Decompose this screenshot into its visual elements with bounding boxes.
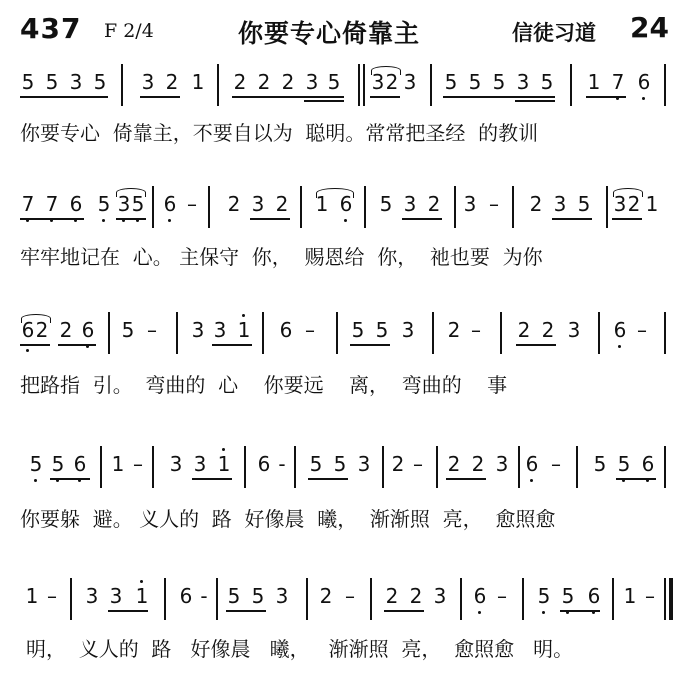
lyrics-line: 把路指 引。 弯曲的 心 你要远 离， 弯曲的 事 <box>20 373 508 397</box>
barline <box>598 312 600 354</box>
note: – <box>471 318 481 342</box>
music-system-3 <box>0 306 700 397</box>
note: 3 <box>169 452 183 476</box>
note: – <box>345 584 355 608</box>
note: – <box>47 584 57 608</box>
note: 6 <box>338 192 354 216</box>
note: 5 <box>130 192 146 216</box>
note: 5 <box>21 70 35 94</box>
note: 6 <box>68 192 84 216</box>
notation-line <box>0 58 700 112</box>
note: 1 <box>236 318 252 342</box>
note: 5 <box>577 192 591 216</box>
barline <box>176 312 178 354</box>
barline <box>522 578 524 620</box>
note: 6 <box>162 192 178 216</box>
note: 2 <box>517 318 531 342</box>
note: – <box>551 452 561 476</box>
barline <box>430 64 432 106</box>
note: 2 <box>385 70 399 94</box>
note: 3 <box>433 584 447 608</box>
barline <box>664 446 666 488</box>
note: – <box>305 318 315 342</box>
note: – <box>489 192 499 216</box>
note: 3 <box>141 70 155 94</box>
barline <box>454 186 456 228</box>
note: 6 <box>72 452 88 476</box>
note: 3 <box>69 70 83 94</box>
hymn-number: 437 <box>20 12 82 45</box>
note: – <box>497 584 507 608</box>
note: 2 <box>529 192 543 216</box>
barline <box>306 578 308 620</box>
note: 5 <box>93 70 107 94</box>
note: 2 <box>257 70 271 94</box>
note: 5 <box>121 318 135 342</box>
note: 2 <box>35 318 49 342</box>
note: 1 <box>623 584 637 608</box>
note: 5 <box>379 192 393 216</box>
note: 3 <box>275 584 289 608</box>
hymnal-name: 信徒习道 <box>512 21 596 45</box>
barline <box>300 186 302 228</box>
key-signature: F 2/4 <box>104 20 154 42</box>
note: 2 <box>275 192 289 216</box>
note: 5 <box>560 584 576 608</box>
note: 6 <box>179 584 193 608</box>
note: 2 <box>391 452 405 476</box>
lyrics-line: 明， 义人的 路 好像晨 曦， 渐渐照 亮， 愈照愈 明。 <box>26 637 574 661</box>
note: 2 <box>227 192 241 216</box>
note: 5 <box>50 452 66 476</box>
note: 5 <box>593 452 607 476</box>
note: 6 <box>524 452 540 476</box>
barline <box>518 446 520 488</box>
barline <box>364 186 366 228</box>
note: – <box>187 192 197 216</box>
note: 2 <box>319 584 333 608</box>
note: 5 <box>327 70 341 94</box>
barline <box>436 446 438 488</box>
note: 2 <box>59 318 73 342</box>
music-system-2 <box>0 180 700 269</box>
note: 5 <box>333 452 347 476</box>
note: 7 <box>610 70 626 94</box>
note: 3 <box>305 70 319 94</box>
barline <box>512 186 514 228</box>
note: 3 <box>357 452 371 476</box>
note: 5 <box>375 318 389 342</box>
barline <box>500 312 502 354</box>
final-barline <box>669 578 673 620</box>
notation-line <box>0 306 700 360</box>
barline <box>70 578 72 620</box>
note: 6 <box>636 70 652 94</box>
note: 3 <box>403 192 417 216</box>
barline <box>612 578 614 620</box>
note: 5 <box>251 584 265 608</box>
hymn-header <box>0 8 700 48</box>
note: 3 <box>401 318 415 342</box>
notation-line <box>0 572 700 626</box>
note: – <box>413 452 423 476</box>
note: 1 <box>216 452 232 476</box>
note: 7 <box>44 192 60 216</box>
note: 3 <box>191 318 205 342</box>
note: 6 <box>279 318 293 342</box>
note: 2 <box>409 584 423 608</box>
barline <box>152 186 154 228</box>
barline <box>432 312 434 354</box>
song-title: 你要专心倚靠主 <box>238 19 421 48</box>
note: 5 <box>536 584 552 608</box>
note: – <box>645 584 655 608</box>
barline <box>294 446 296 488</box>
barline <box>664 578 666 620</box>
note: 3 <box>251 192 265 216</box>
barline <box>262 312 264 354</box>
note: 6 <box>257 452 271 476</box>
note: 6 <box>472 584 488 608</box>
note: 6 <box>80 318 96 342</box>
lyrics-line: 牢牢地记在 心。 主保守 你， 赐恩给 你， 祂也要 为你 <box>20 245 543 269</box>
note: 1 <box>134 584 150 608</box>
note: 5 <box>492 70 506 94</box>
barline <box>576 446 578 488</box>
note: 3 <box>403 70 417 94</box>
barline <box>460 578 462 620</box>
note: 1 <box>587 70 601 94</box>
note: 2 <box>471 452 485 476</box>
note: 3 <box>116 192 132 216</box>
barline <box>382 446 384 488</box>
note: 1 <box>315 192 329 216</box>
barline <box>570 64 572 106</box>
barline <box>606 186 608 228</box>
note: 3 <box>213 318 227 342</box>
note: 6 <box>612 318 628 342</box>
note: 3 <box>613 192 627 216</box>
note: 3 <box>463 192 477 216</box>
barline <box>664 312 666 354</box>
note: 5 <box>444 70 458 94</box>
barline <box>363 64 365 106</box>
barline <box>244 446 246 488</box>
note: 1 <box>191 70 205 94</box>
note: 2 <box>281 70 295 94</box>
note: 5 <box>309 452 323 476</box>
barline <box>121 64 123 106</box>
note: 2 <box>165 70 179 94</box>
note: 2 <box>541 318 555 342</box>
barline <box>152 446 154 488</box>
barline <box>100 446 102 488</box>
note: 7 <box>20 192 36 216</box>
note: 3 <box>109 584 123 608</box>
note: 1 <box>111 452 125 476</box>
note: 3 <box>495 452 509 476</box>
note: 5 <box>28 452 44 476</box>
note: 5 <box>540 70 554 94</box>
music-system-1 <box>0 58 700 145</box>
music-system-4 <box>0 440 700 531</box>
note: – <box>637 318 647 342</box>
note: 1 <box>25 584 39 608</box>
note: 6 <box>640 452 656 476</box>
note: 3 <box>193 452 207 476</box>
note: 5 <box>45 70 59 94</box>
note: 3 <box>371 70 385 94</box>
barline <box>108 312 110 354</box>
note: – <box>133 452 143 476</box>
note: 2 <box>627 192 641 216</box>
barline <box>370 578 372 620</box>
lyrics-line: 你要躲 避。 义人的 路 好像晨 曦， 渐渐照 亮， 愈照愈 <box>20 507 556 531</box>
note: 2 <box>427 192 441 216</box>
barline <box>208 186 210 228</box>
note: 3 <box>567 318 581 342</box>
note: 6 <box>20 318 36 342</box>
note: 2 <box>447 452 461 476</box>
note: 3 <box>85 584 99 608</box>
note: 3 <box>516 70 530 94</box>
music-system-5 <box>0 572 700 661</box>
note: 5 <box>351 318 365 342</box>
note: 2 <box>385 584 399 608</box>
page-number: 24 <box>630 11 669 44</box>
barline <box>336 312 338 354</box>
note: – <box>147 318 157 342</box>
note: 5 <box>616 452 632 476</box>
note: 5 <box>468 70 482 94</box>
note: 1 <box>645 192 659 216</box>
note: 5 <box>227 584 241 608</box>
notation-line <box>0 440 700 494</box>
barline <box>164 578 166 620</box>
note: 6 <box>586 584 602 608</box>
lyrics-line: 你要专心 倚靠主，不要自以为 聪明。常常把圣经 的教训 <box>20 121 539 145</box>
note: 3 <box>553 192 567 216</box>
note: - <box>200 584 208 608</box>
barline <box>216 578 218 620</box>
note: 5 <box>96 192 112 216</box>
note: 2 <box>233 70 247 94</box>
barline <box>664 64 666 106</box>
note: - <box>278 452 286 476</box>
note: 2 <box>447 318 461 342</box>
barline <box>358 64 360 106</box>
barline <box>217 64 219 106</box>
notation-line <box>0 180 700 234</box>
